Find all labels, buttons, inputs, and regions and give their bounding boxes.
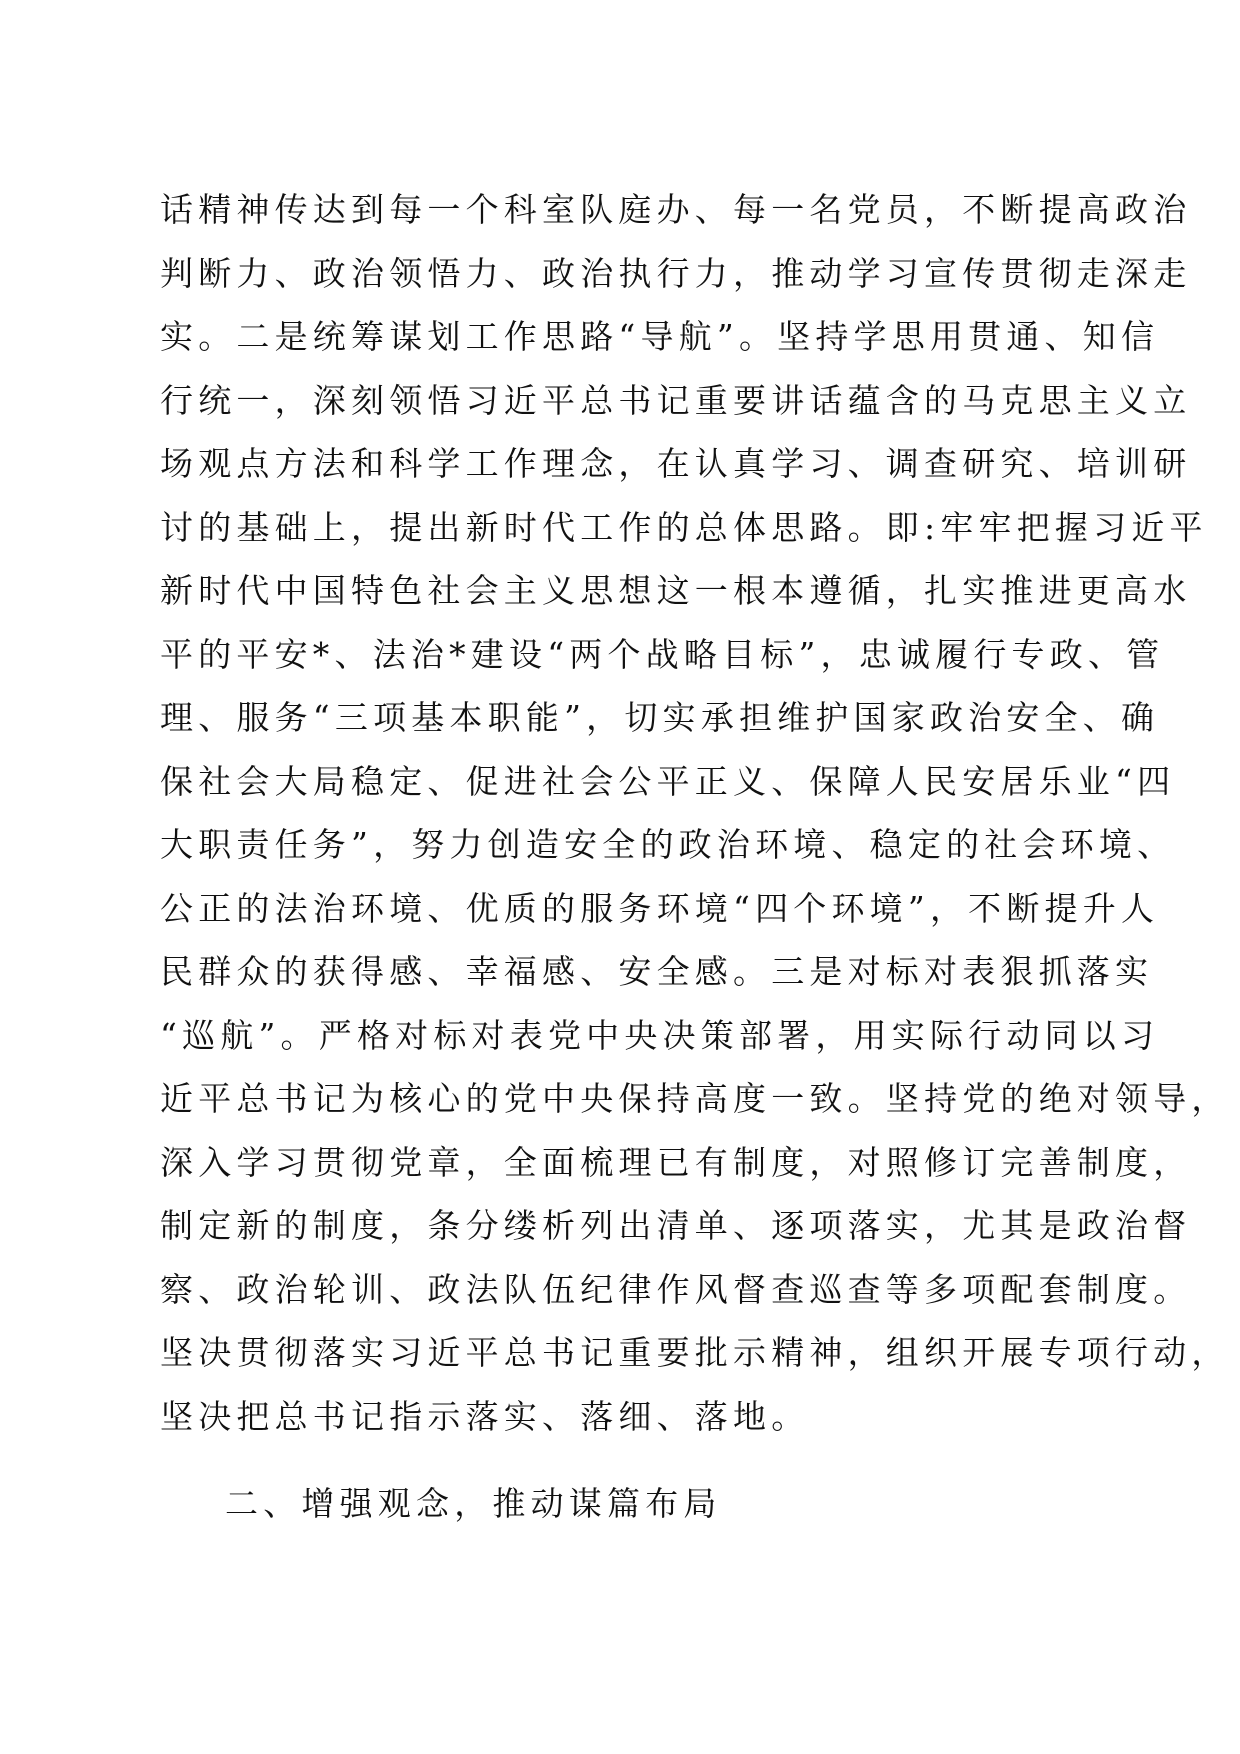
text-line: 平的平安*、法治*建设“两个战略目标”，忠诚履行专政、管	[160, 634, 1165, 674]
text-line: 新时代中国特色社会主义思想这一根本遵循，扎实推进更高水	[160, 571, 1192, 610]
text-line: 察、政治轮训、政法队伍纪律作风督查巡查等多项配套制度。	[160, 1269, 1192, 1309]
text-line: 话精神传达到每一个科室队庭办、每一名党员，不断提高政治	[160, 190, 1192, 229]
text-line: 保社会大局稳定、促进社会公平正义、保障人民安居乐业“四	[160, 761, 1176, 801]
text-line: 判断力、政治领悟力、政治执行力，推动学习宣传贯彻走深走	[160, 253, 1192, 293]
text-line: 坚决把总书记指示落实、落细、落地。	[160, 1396, 810, 1436]
text-line: 制定新的制度，条分缕析列出清单、逐项落实，尤其是政治督	[160, 1206, 1192, 1245]
text-line: 讨的基础上，提出新时代工作的总体思路。即:牢牢把握习近平	[160, 507, 1208, 547]
text-line: 大职责任务”，努力创造安全的政治环境、稳定的社会环境、	[160, 825, 1176, 864]
text-line: 实。二是统筹谋划工作思路“导航”。坚持学思用贯通、知信	[160, 317, 1160, 356]
text-line: 理、服务“三项基本职能”，切实承担维护国家政治安全、确	[160, 698, 1160, 737]
text-line: 民群众的获得感、幸福感、安全感。三是对标对表狠抓落实	[160, 952, 1154, 991]
text-line: 场观点方法和科学工作理念，在认真学习、调查研究、培训研	[160, 444, 1192, 483]
section-heading: 二、增强观念，推动谋篇布局	[225, 1484, 722, 1523]
body-paragraph	[160, 178, 1230, 1448]
text-line: 深入学习贯彻党章，全面梳理已有制度，对照修订完善制度，	[160, 1142, 1192, 1182]
text-line: 坚决贯彻落实习近平总书记重要批示精神，组织开展专项行动，	[160, 1333, 1230, 1372]
text-line: “巡航”。严格对标对表党中央决策部署，用实际行动同以习	[160, 1015, 1160, 1055]
text-line: 近平总书记为核心的党中央保持高度一致。坚持党的绝对领导，	[160, 1079, 1230, 1118]
text-line: 行统一，深刻领悟习近平总书记重要讲话蕴含的马克思主义立	[160, 380, 1192, 420]
text-line: 公正的法治环境、优质的服务环境“四个环境”，不断提升人	[160, 888, 1160, 928]
